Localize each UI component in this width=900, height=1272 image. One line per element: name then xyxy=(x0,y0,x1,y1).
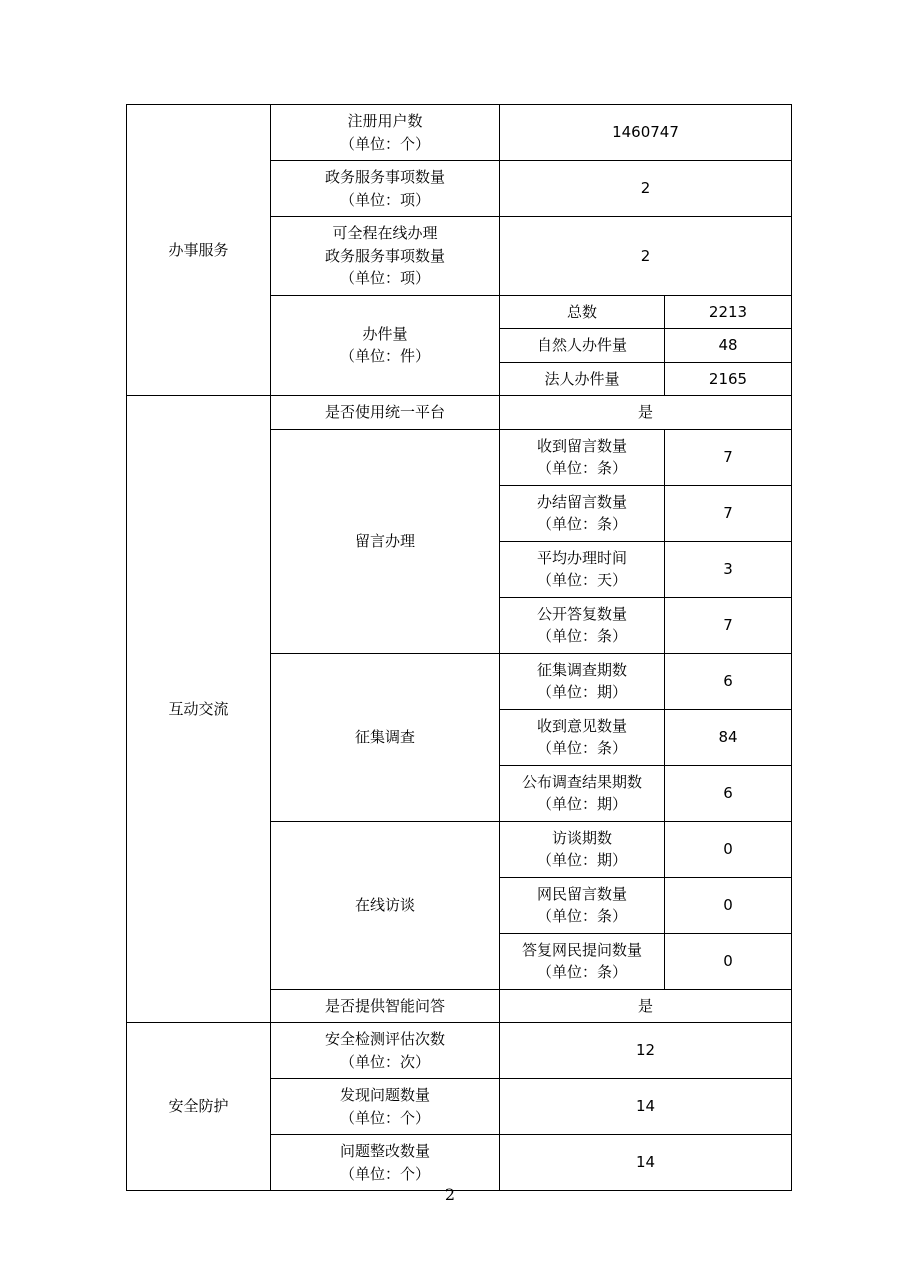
value-smart-qa: 是 xyxy=(500,989,792,1023)
value-issues-fixed: 14 xyxy=(500,1135,792,1191)
item-label-line2: （单位：个） xyxy=(339,134,430,153)
item-label-line2: （单位：件） xyxy=(339,347,430,366)
item-registered-users xyxy=(271,105,500,161)
sub-label-survey-opinions xyxy=(500,709,665,765)
item-survey: 征集调查 xyxy=(271,653,500,821)
item-issues-fixed xyxy=(271,1135,500,1191)
sub-label-survey-results xyxy=(500,765,665,821)
sub-label-survey-periods xyxy=(500,653,665,709)
sub-label-handled-legal: 法人办件量 xyxy=(500,362,665,396)
sub-label-line1: 平均办理时间 xyxy=(536,548,627,567)
value-survey-opinions: 84 xyxy=(665,709,792,765)
sub-label-interview-periods xyxy=(500,821,665,877)
value-unified-platform: 是 xyxy=(500,396,792,430)
sub-label-line2: （单位：期） xyxy=(536,683,627,701)
table-row xyxy=(127,105,792,161)
value-registered-users: 1460747 xyxy=(500,105,792,161)
sub-label-handled-total: 总数 xyxy=(500,295,665,329)
sub-label-average-time xyxy=(500,541,665,597)
value-issues-found: 14 xyxy=(500,1079,792,1135)
item-label-line2: （单位：个） xyxy=(339,1164,430,1183)
item-label-line2: （单位：个） xyxy=(339,1108,430,1127)
sub-label-messages-received xyxy=(500,429,665,485)
sub-label-line1: 收到意见数量 xyxy=(536,716,627,735)
item-label-line2: （单位：次） xyxy=(339,1052,430,1071)
page-number: 2 xyxy=(444,1185,456,1204)
item-label-line1: 发现问题数量 xyxy=(339,1086,430,1104)
value-handled-person: 48 xyxy=(665,329,792,363)
value-messages-received: 7 xyxy=(665,429,792,485)
item-message-handling: 留言办理 xyxy=(271,429,500,653)
sub-label-handled-person: 自然人办件量 xyxy=(500,329,665,363)
value-handled-legal: 2165 xyxy=(665,362,792,396)
item-label-line1: 可全程在线办理 xyxy=(332,224,438,242)
category-interaction: 互动交流 xyxy=(127,396,271,1023)
sub-label-interview-replies xyxy=(500,933,665,989)
statistics-table xyxy=(126,104,792,1191)
value-average-time: 3 xyxy=(665,541,792,597)
value-gov-service-items: 2 xyxy=(500,161,792,217)
value-online-service-items: 2 xyxy=(500,217,792,296)
value-public-replies: 7 xyxy=(665,597,792,653)
sub-label-line2: （单位：条） xyxy=(536,627,627,645)
item-label-line2: （单位：项） xyxy=(339,190,430,209)
value-survey-results: 6 xyxy=(665,765,792,821)
value-interview-replies: 0 xyxy=(665,933,792,989)
value-security-checks: 12 xyxy=(500,1023,792,1079)
sub-label-line2: （单位：条） xyxy=(536,459,627,477)
value-handled-total: 2213 xyxy=(665,295,792,329)
item-security-checks xyxy=(271,1023,500,1079)
item-label-line3: （单位：项） xyxy=(339,269,430,287)
item-issues-found xyxy=(271,1079,500,1135)
sub-label-line2: （单位：条） xyxy=(536,515,627,533)
item-smart-qa: 是否提供智能问答 xyxy=(271,989,500,1023)
category-security: 安全防护 xyxy=(127,1023,271,1191)
value-survey-periods: 6 xyxy=(665,653,792,709)
item-unified-platform: 是否使用统一平台 xyxy=(271,396,500,430)
sub-label-messages-closed xyxy=(500,485,665,541)
sub-label-line1: 收到留言数量 xyxy=(536,436,627,455)
sub-label-line2: （单位：条） xyxy=(536,739,627,757)
item-gov-service-items xyxy=(271,161,500,217)
sub-label-line1: 公布调查结果期数 xyxy=(521,772,642,791)
item-label-line2: 政务服务事项数量 xyxy=(324,246,445,265)
sub-label-interview-messages xyxy=(500,877,665,933)
sub-label-line1: 公开答复数量 xyxy=(536,604,627,623)
sub-label-line1: 网民留言数量 xyxy=(536,884,627,903)
item-label-line1: 问题整改数量 xyxy=(339,1142,430,1160)
item-handled-count xyxy=(271,295,500,396)
item-label-line1: 注册用户数 xyxy=(347,112,423,130)
sub-label-line1: 办结留言数量 xyxy=(536,492,627,511)
sub-label-line2: （单位：条） xyxy=(536,907,627,925)
item-label-line1: 办件量 xyxy=(362,324,408,343)
item-label-line1: 政务服务事项数量 xyxy=(324,168,445,186)
statistics-table-wrapper xyxy=(126,104,791,1191)
category-service: 办事服务 xyxy=(127,105,271,396)
value-interview-messages: 0 xyxy=(665,877,792,933)
table-row xyxy=(127,396,792,430)
value-interview-periods: 0 xyxy=(665,821,792,877)
sub-label-line1: 征集调查期数 xyxy=(536,660,627,679)
item-label-line1: 安全检测评估次数 xyxy=(324,1030,445,1048)
sub-label-line1: 答复网民提问数量 xyxy=(521,940,642,959)
sub-label-line2: （单位：期） xyxy=(536,795,627,813)
value-messages-closed: 7 xyxy=(665,485,792,541)
sub-label-line2: （单位：天） xyxy=(536,571,627,589)
sub-label-line1: 访谈期数 xyxy=(551,828,612,847)
item-online-service-items xyxy=(271,217,500,296)
item-online-interview: 在线访谈 xyxy=(271,821,500,989)
table-row xyxy=(127,1023,792,1079)
sub-label-line2: （单位：条） xyxy=(536,963,627,981)
sub-label-public-replies xyxy=(500,597,665,653)
sub-label-line2: （单位：期） xyxy=(536,851,627,869)
